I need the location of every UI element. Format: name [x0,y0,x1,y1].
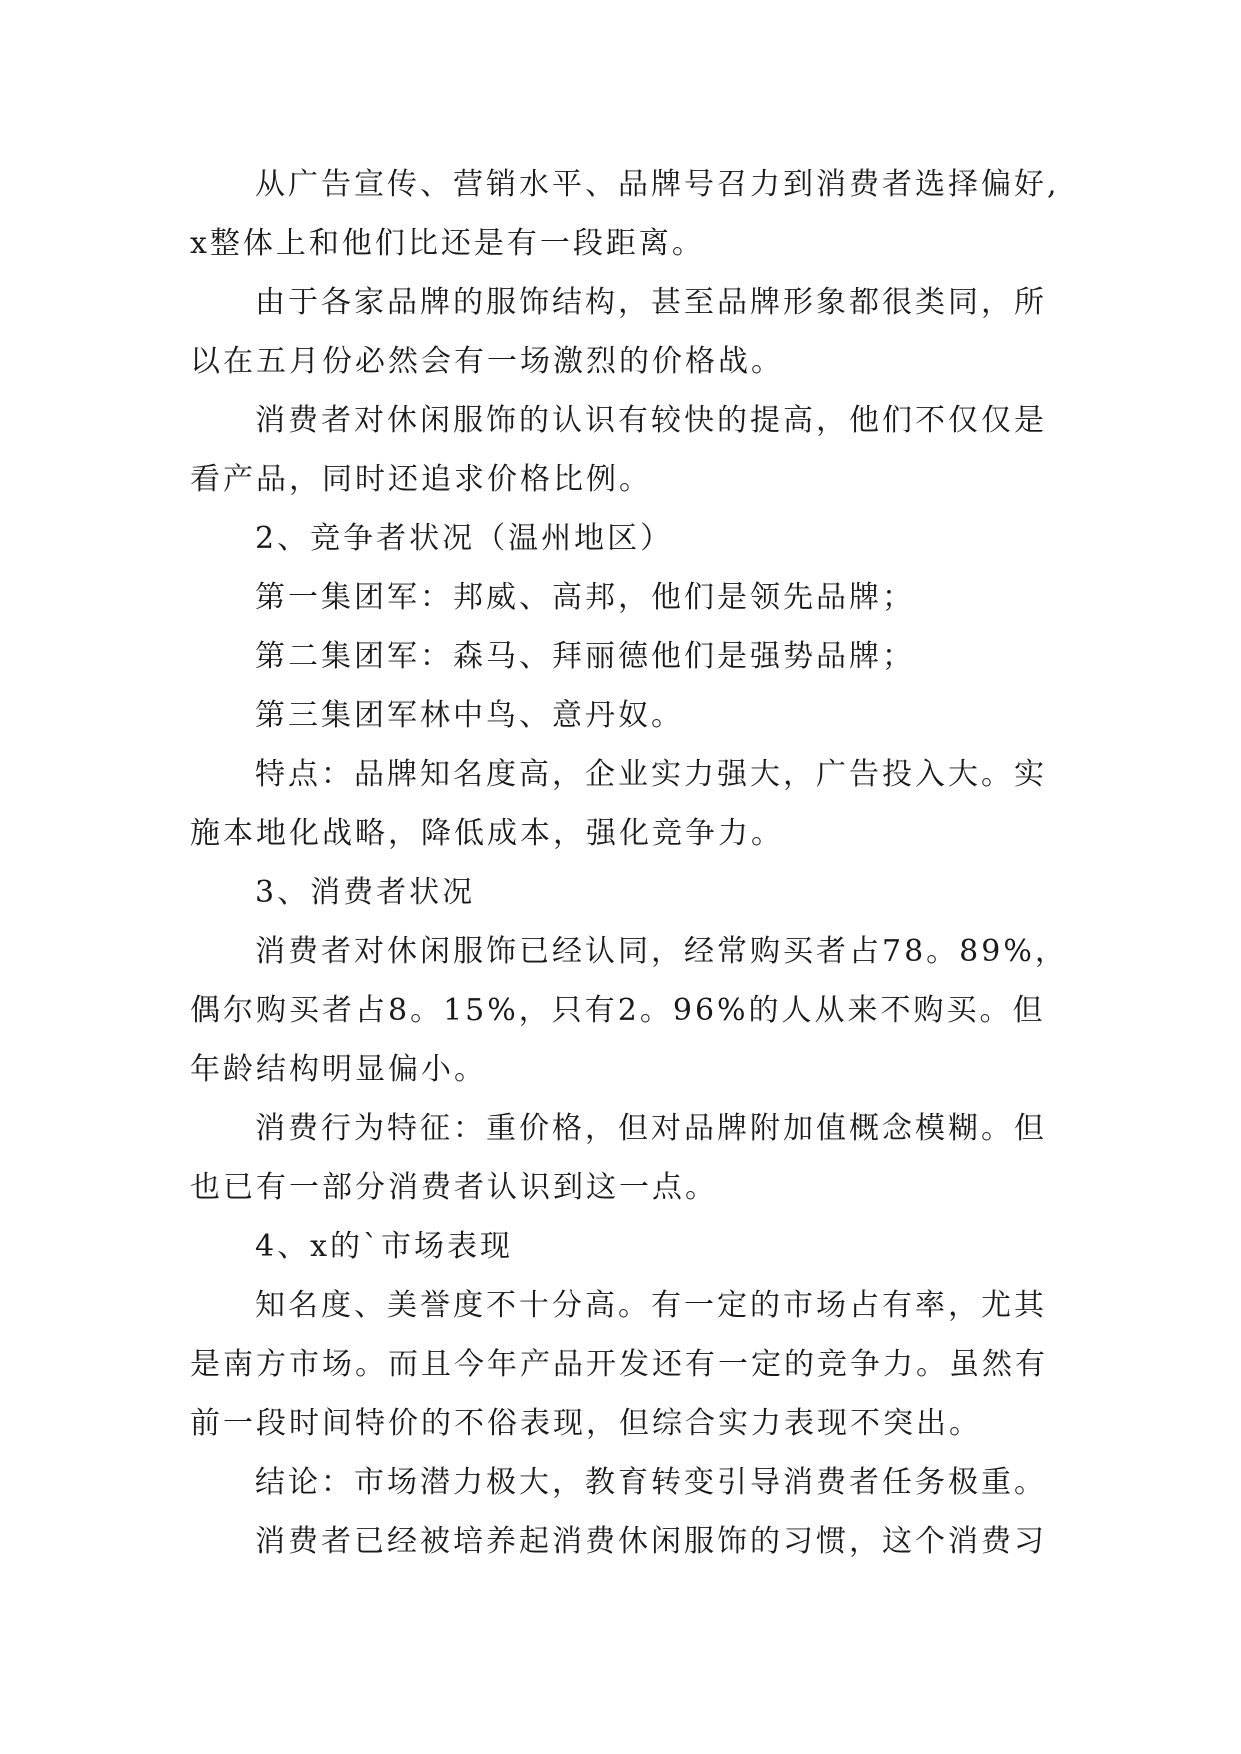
section-heading-consumers: 3、消费者状况 [255,875,476,910]
paragraph-group-2: 第二集团军：森马、拜丽德他们是强势品牌； [255,639,915,674]
paragraph-habits: 消费者已经被培养起消费休闲服饰的习惯，这个消费习 [255,1524,1047,1559]
paragraph-2: 由于各家品牌的服饰结构，甚至品牌形象都很类同，所以在五月份必然会有一场激烈的价格战。 [190,285,1047,379]
paragraph-group-3: 第三集团军林中鸟、意丹奴。 [255,698,684,733]
paragraph-consumer-stats: 消费者对休闲服饰已经认同，经常购买者占78。89%，偶尔购买者占8。15%，只有2。96%的人从来不购买。但年龄结构明显偏小。 [190,934,1068,1087]
paragraph-features: 特点：品牌知名度高，企业实力强大，广告投入大。实施本地化战略，降低成本，强化竞争力。 [190,757,1047,851]
paragraph-group-1: 第一集团军：邦威、高邦，他们是领先品牌； [255,580,915,615]
paragraph-market: 知名度、美誉度不十分高。有一定的市场占有率，尤其是南方市场。而且今年产品开发还有一定的竞争力。虽然有前一段时间特价的不俗表现，但综合实力表现不突出。 [190,1288,1048,1441]
paragraph-1: 从广告宣传、营销水平、品牌号召力到消费者选择偏好,x整体上和他们比还是有一段距离。 [190,167,1060,261]
section-heading-competitors: 2、竞争者状况（温州地区） [255,521,674,556]
paragraph-consumer-behavior: 消费行为特征：重价格，但对品牌附加值概念模糊。但也已有一部分消费者认识到这一点。 [190,1111,1047,1205]
paragraph-3: 消费者对休闲服饰的认识有较快的提高，他们不仅仅是看产品，同时还追求价格比例。 [190,403,1047,497]
section-heading-market: 4、x的`市场表现 [255,1229,514,1264]
document-body [190,155,1070,1571]
paragraph-conclusion: 结论：市场潜力极大，教育转变引导消费者任务极重。 [255,1465,1047,1500]
